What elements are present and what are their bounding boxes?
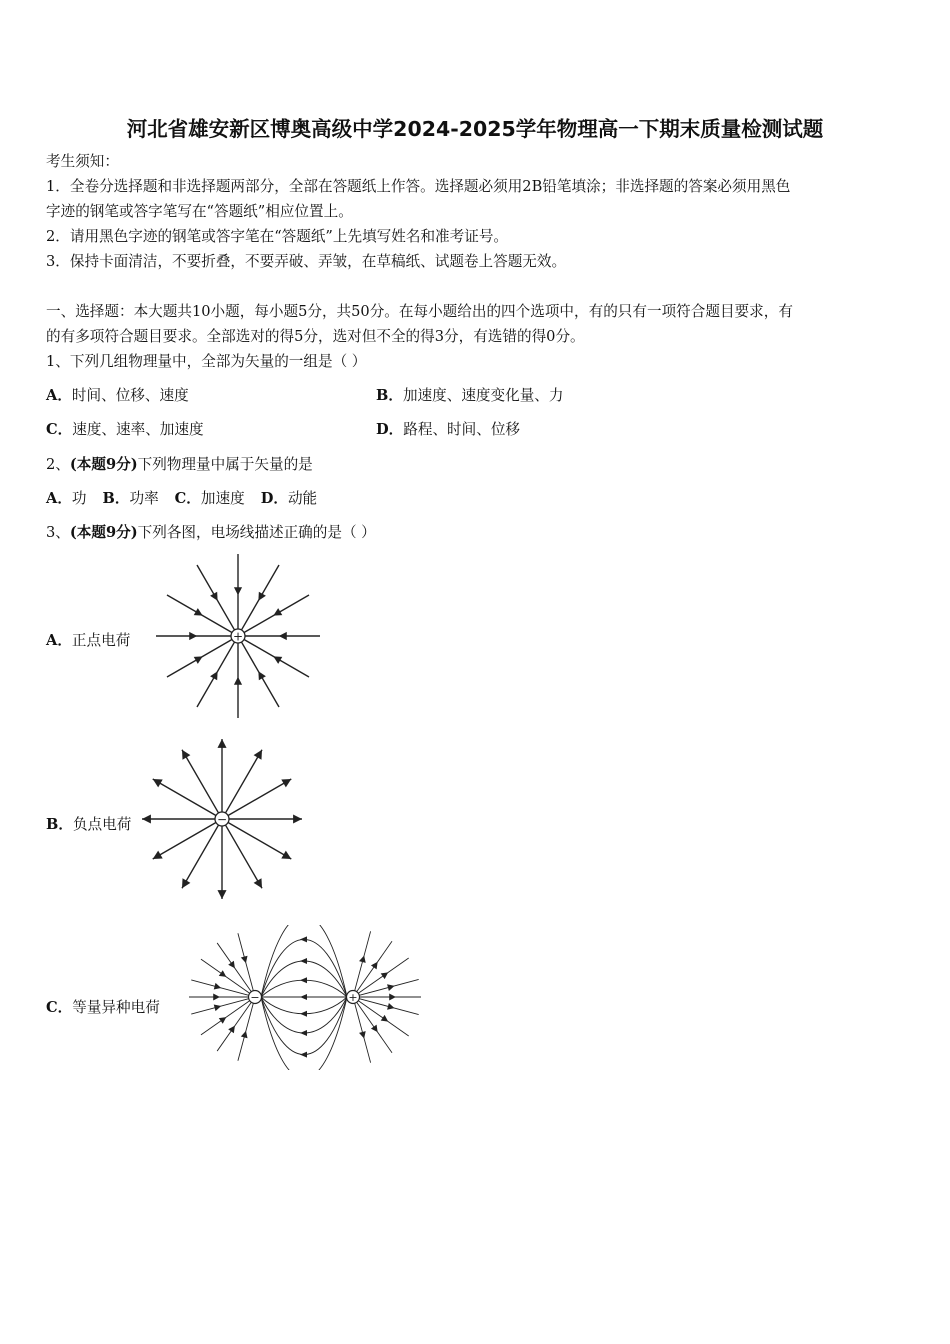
figure-c-left-arrow-6 [220, 971, 226, 976]
q3-option-c [46, 998, 160, 1018]
figure-a-arrow-9 [234, 587, 242, 595]
figure-b-field-lines [140, 735, 315, 905]
figure-b-line-5 [153, 823, 216, 860]
q2-option-b-text: 功率 [129, 490, 159, 507]
q3-option-b [46, 815, 131, 835]
q2-option-c-key: C． [174, 490, 201, 507]
q2-options [46, 489, 317, 509]
section-1-intro-line-2: 的有多项符合题目要求。全部选对的得5分，选对但不全的得3分，有选错的得0分。 [46, 328, 585, 345]
figure-c-left-arrow-5 [214, 984, 220, 989]
q1-option-d-text: 路程、时间、位移 [403, 421, 521, 438]
figure-c-connecting-arrow-6 [300, 936, 307, 942]
figure-c-connecting-arrow-3 [300, 1011, 307, 1017]
figure-b-line-4 [182, 825, 219, 888]
q2-option-d-key: D． [260, 490, 288, 507]
q3-option-a [46, 631, 130, 651]
q3-option-a-key: A． [46, 632, 72, 649]
figure-c-right-arrow-8 [360, 1032, 365, 1038]
q1-option-d [376, 420, 520, 440]
figure-b-line-11 [228, 779, 291, 816]
q3-option-a-text: 正点电荷 [71, 632, 131, 649]
notice-item-1-line-1: 1．全卷分选择题和非选择题两部分，全部在答题纸上作答。选择题必须用2B铅笔填涂；非选择题的答案必须用黑色 [46, 178, 791, 195]
figure-b-arrow-3 [217, 890, 226, 899]
q3-option-b-text: 负点电荷 [72, 816, 132, 833]
q3-score-tag: (本题9分) [69, 524, 138, 541]
figure-c-connecting-arrow-7 [300, 1052, 307, 1058]
figure-b-charge-sign: − [216, 812, 228, 827]
figure-b-line-2 [226, 825, 263, 888]
figure-a-arrow-6 [189, 632, 197, 640]
figure-c-left-arrow-3 [214, 1005, 220, 1010]
q1-option-b-text: 加速度、速度变化量、力 [402, 387, 564, 404]
q1-option-c-text: 速度、速率、加速度 [72, 421, 204, 438]
q3-option-c-text: 等量异种电荷 [72, 999, 160, 1016]
figure-c-right-arrow-1 [372, 963, 377, 969]
q2-score-tag: (本题9分) [69, 456, 138, 473]
figure-b-line-1 [228, 823, 291, 860]
figure-c-connecting-line-6 [261, 997, 347, 1055]
figure-a-arrow-3 [234, 677, 242, 685]
q2-stem-line [46, 455, 313, 475]
figure-a-charge-sign: + [232, 629, 244, 644]
figure-b-line-10 [226, 750, 263, 813]
figure-c-left-arrow-8 [242, 956, 247, 962]
q3-option-c-key: C． [46, 999, 73, 1016]
figure-c-right-arrow-2 [381, 973, 387, 978]
figure-c-dipole-field-lines [185, 925, 430, 1070]
figure-c-left-arrow-1 [229, 1026, 234, 1032]
figure-c-connecting-arrow-5 [300, 1030, 307, 1036]
figure-b-arrow-9 [217, 739, 226, 748]
q1-option-b [376, 386, 563, 406]
q2-option-d-text: 动能 [287, 490, 318, 507]
section-1-intro-line-1: 一、选择题：本大题共10小题，每小题5分，共50分。在每小题给出的四个选项中，有的只有一项符合题目要求，有 [46, 303, 793, 320]
figure-c-left-arrow-0 [242, 1032, 247, 1038]
q2-option-b-key: B． [102, 490, 130, 507]
figure-c-line-group [189, 925, 421, 1070]
figure-c-right-arrow-5 [388, 1004, 394, 1009]
figure-c-right-arrow-4 [390, 994, 395, 999]
figure-c-right-arrow-7 [372, 1025, 377, 1031]
figure-c-right-arrow-6 [381, 1016, 387, 1021]
figure-c-left-arrow-4 [214, 994, 219, 999]
figure-c-connecting-line-2 [261, 997, 347, 1014]
figure-b-line-7 [153, 779, 216, 816]
q1-stem: 1、下列几组物理量中，全部为矢量的一组是（ ） [46, 353, 367, 370]
figure-c-connecting-arrow-2 [300, 977, 307, 983]
q3-number: 3、 [46, 524, 70, 541]
q1-option-a-key: A． [46, 387, 72, 404]
q2-option-a-key: A． [46, 490, 72, 507]
figure-a-field-lines [150, 550, 330, 725]
figure-c-left-arrow-2 [220, 1018, 226, 1023]
figure-b-arrow-0 [293, 814, 302, 823]
notice-heading: 考生须知： [46, 153, 119, 170]
figure-b-line-8 [182, 750, 219, 813]
q3-stem: 下列各图，电场线描述正确的是（ ） [137, 524, 376, 541]
q1-option-a [46, 386, 189, 406]
figure-a-arrow-0 [279, 632, 287, 640]
figure-c-right-arrow-3 [388, 985, 394, 990]
figure-c-positive-sign: + [348, 991, 358, 1004]
notice-item-3: 3．保持卡面清洁，不要折叠，不要弄破、弄皱，在草稿纸、试题卷上答题无效。 [46, 253, 567, 270]
q2-option-c-text: 加速度 [200, 490, 245, 507]
q1-option-d-key: D． [376, 421, 404, 438]
q3-stem-line [46, 523, 376, 543]
q2-option-a-text: 功 [71, 490, 87, 507]
q2-stem: 下列物理量中属于矢量的是 [137, 456, 313, 473]
figure-c-connecting-arrow-4 [300, 958, 307, 964]
figure-c-left-arrow-7 [229, 962, 234, 968]
figure-c-connecting-arrow-1 [300, 994, 307, 1000]
q1-option-c-key: C． [46, 421, 73, 438]
q1-option-a-text: 时间、位移、速度 [71, 387, 189, 404]
figure-c-connecting-line-5 [261, 939, 347, 997]
exam-title: 河北省雄安新区博奥高级中学2024-2025学年物理高一下期末质量检测试题 [126, 117, 824, 141]
q1-option-b-key: B． [376, 387, 403, 404]
figure-c-negative-sign: − [250, 991, 260, 1004]
notice-item-2: 2．请用黑色字迹的钢笔或答字笔在“答题纸”上先填写姓名和准考证号。 [46, 228, 509, 245]
figure-c-connecting-line-1 [261, 980, 347, 997]
q1-option-c [46, 420, 204, 440]
figure-b-arrow-6 [142, 814, 151, 823]
figure-c-right-arrow-0 [360, 956, 365, 962]
notice-item-1-line-2: 字迹的钢笔或答字笔写在“答题纸”相应位置上。 [46, 203, 353, 220]
q2-number: 2、 [46, 456, 70, 473]
q3-option-b-key: B． [46, 816, 73, 833]
